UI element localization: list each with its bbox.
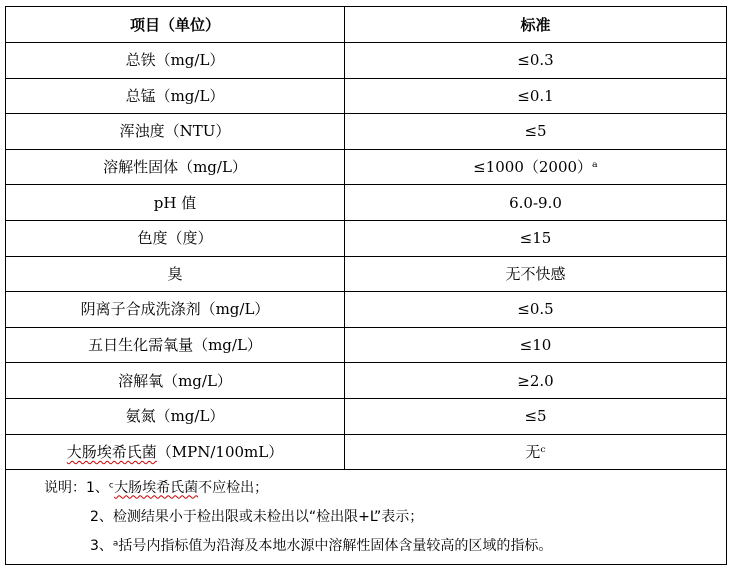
row-standard: ≤5 — [345, 114, 727, 150]
row-item — [6, 434, 345, 470]
row-standard: ≤10 — [345, 327, 727, 363]
row-standard: ≥2.0 — [345, 363, 727, 399]
note-underlined-term: 大肠埃希氏菌 — [114, 479, 199, 496]
row-standard: ≤0.3 — [345, 43, 727, 79]
notes-label: 说明： — [44, 479, 86, 496]
note-line — [6, 503, 726, 532]
note-marker: 3、 — [90, 537, 113, 554]
table-row — [6, 434, 727, 470]
note-marker: 1、 — [86, 479, 109, 496]
table-row — [6, 78, 727, 114]
note-line — [6, 474, 726, 503]
header-item: 项目（单位） — [6, 7, 345, 43]
note-text: 括号内指标值为沿海及本地水源中溶解性固体含量较高的区域的指标。 — [118, 537, 553, 554]
notes-row — [6, 470, 727, 565]
row-item: 臭 — [6, 256, 345, 292]
row-item: 浑浊度（NTU） — [6, 114, 345, 150]
note-line — [6, 532, 726, 561]
table-row — [6, 398, 727, 434]
row-standard: ≤5 — [345, 398, 727, 434]
table-row — [6, 256, 727, 292]
header-standard: 标准 — [345, 7, 727, 43]
row-standard: ≤0.5 — [345, 292, 727, 328]
notes-cell — [6, 470, 727, 565]
note-text: 检测结果小于检出限或未检出以“检出限+L”表示； — [112, 508, 424, 525]
row-item: 总铁（mg/L） — [6, 43, 345, 79]
note-text: 不应检出； — [198, 479, 269, 496]
row-item: 总锰（mg/L） — [6, 78, 345, 114]
row-standard: ≤1000（2000）ᵃ — [345, 149, 727, 185]
note-marker: 2、 — [90, 508, 113, 525]
row-item-suffix: （MPN/100mL） — [156, 442, 284, 461]
row-standard: ≤15 — [345, 220, 727, 256]
table-header-row — [6, 7, 727, 43]
table-row — [6, 149, 727, 185]
row-standard: 无ᶜ — [345, 434, 727, 470]
table-row — [6, 327, 727, 363]
table-row — [6, 114, 727, 150]
row-item: 溶解性固体（mg/L） — [6, 149, 345, 185]
row-standard: 6.0-9.0 — [345, 185, 727, 221]
row-item: 溶解氧（mg/L） — [6, 363, 345, 399]
row-item: 色度（度） — [6, 220, 345, 256]
note-superscript: ᵃ — [112, 537, 119, 554]
table-row — [6, 185, 727, 221]
water-quality-standard-table — [5, 6, 727, 565]
row-standard: ≤0.1 — [345, 78, 727, 114]
row-item-prefix: 大肠埃希氏菌 — [66, 442, 157, 461]
note-superscript: ᶜ — [108, 479, 115, 496]
row-item: 五日生化需氧量（mg/L） — [6, 327, 345, 363]
table-row — [6, 292, 727, 328]
row-item: 氨氮（mg/L） — [6, 398, 345, 434]
table-row — [6, 220, 727, 256]
table-row — [6, 363, 727, 399]
row-standard: 无不快感 — [345, 256, 727, 292]
table-row — [6, 43, 727, 79]
row-item: pH 值 — [6, 185, 345, 221]
row-item: 阴离子合成洗涤剂（mg/L） — [6, 292, 345, 328]
